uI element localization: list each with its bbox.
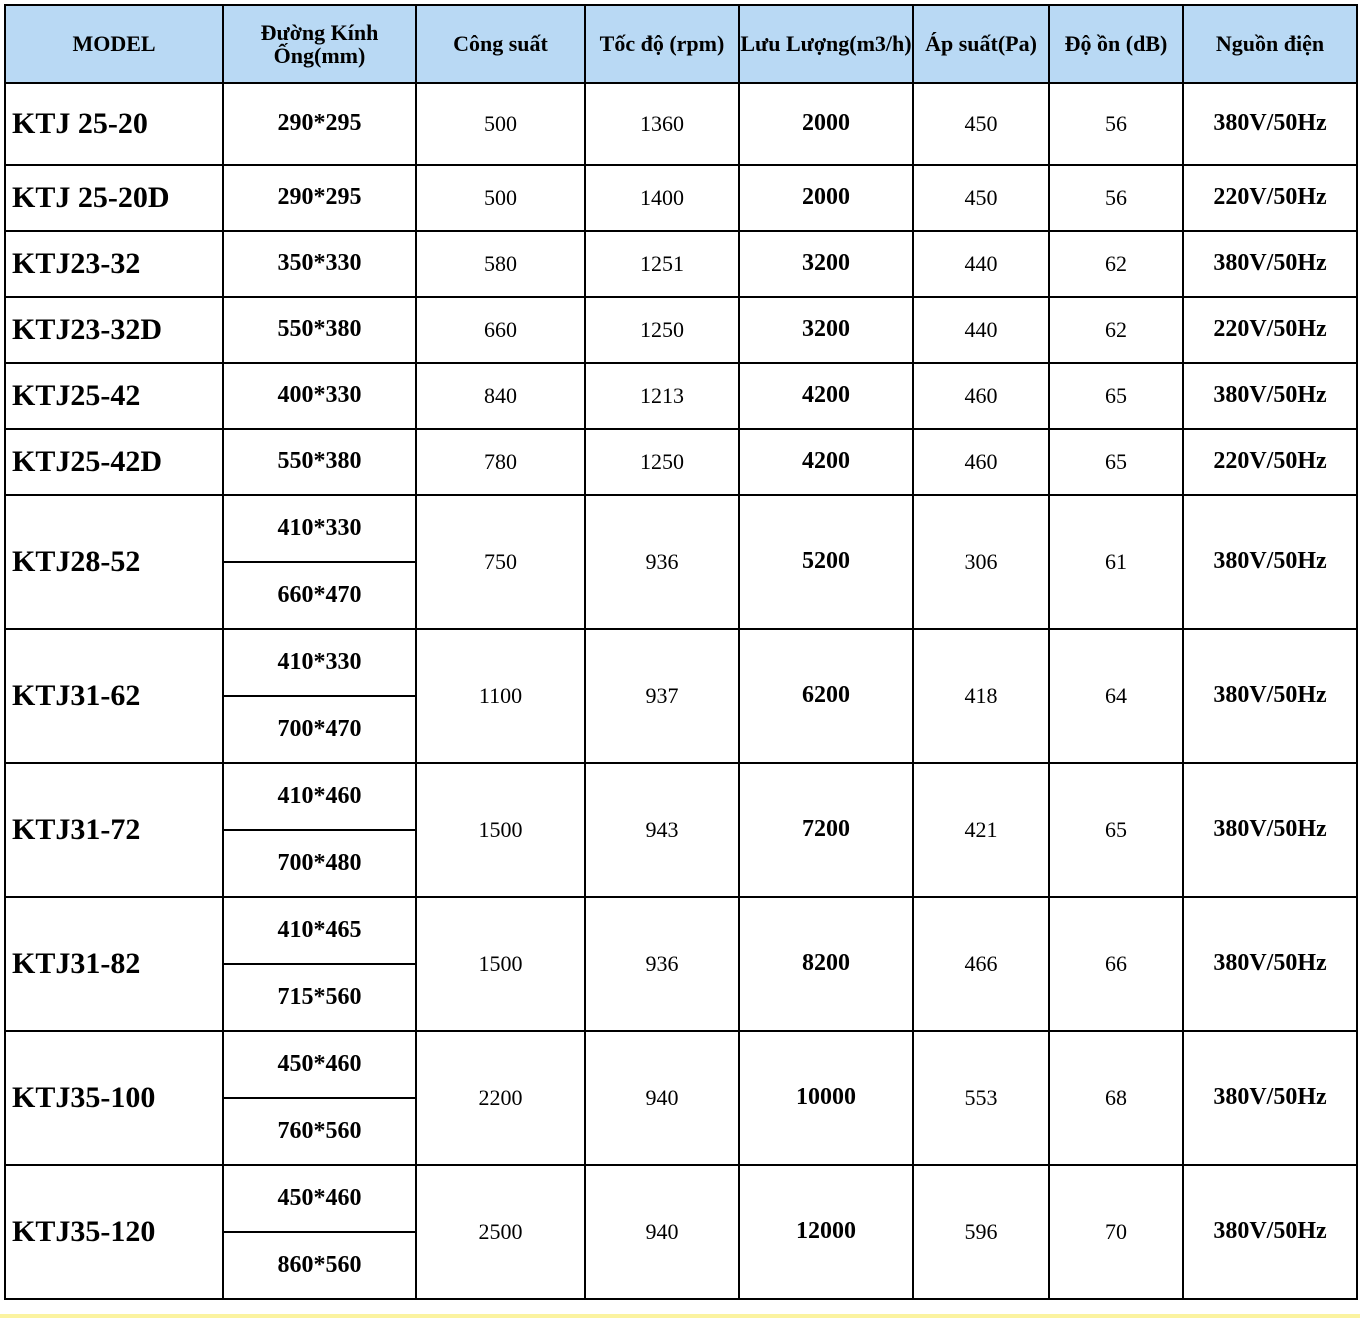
table-row <box>5 83 1357 165</box>
header-luu-luong: Lưu Lượng(m3/h) <box>739 5 913 83</box>
cell-cong-suat: 2500 <box>416 1165 585 1299</box>
cell-cong-suat: 1500 <box>416 897 585 1031</box>
cell-nguon-dien: 380V/50Hz <box>1183 897 1357 1031</box>
header-model: MODEL <box>5 5 223 83</box>
table-row <box>5 1165 1357 1232</box>
cell-duong-kinh: 410*460 <box>223 763 416 830</box>
header-cong-suat: Công suất <box>416 5 585 83</box>
cell-ap-suat: 450 <box>913 165 1049 231</box>
cell-luu-luong: 3200 <box>739 297 913 363</box>
cell-model: KTJ25-42D <box>5 429 223 495</box>
cell-luu-luong: 5200 <box>739 495 913 629</box>
cell-cong-suat: 780 <box>416 429 585 495</box>
cell-duong-kinh: 350*330 <box>223 231 416 297</box>
cell-nguon-dien: 380V/50Hz <box>1183 231 1357 297</box>
table-row <box>5 495 1357 562</box>
cell-luu-luong: 10000 <box>739 1031 913 1165</box>
cell-duong-kinh: 700*470 <box>223 696 416 763</box>
cell-cong-suat: 750 <box>416 495 585 629</box>
cell-luu-luong: 4200 <box>739 363 913 429</box>
table-row <box>5 1031 1357 1098</box>
cell-luu-luong: 12000 <box>739 1165 913 1299</box>
cell-nguon-dien: 220V/50Hz <box>1183 429 1357 495</box>
cell-duong-kinh: 715*560 <box>223 964 416 1031</box>
cell-duong-kinh: 700*480 <box>223 830 416 897</box>
cell-nguon-dien: 220V/50Hz <box>1183 165 1357 231</box>
table-row <box>5 629 1357 696</box>
cell-duong-kinh: 860*560 <box>223 1232 416 1299</box>
cell-do-on: 62 <box>1049 297 1183 363</box>
cell-luu-luong: 3200 <box>739 231 913 297</box>
cell-do-on: 56 <box>1049 83 1183 165</box>
header-toc-do: Tốc độ (rpm) <box>585 5 739 83</box>
cell-do-on: 65 <box>1049 429 1183 495</box>
cell-do-on: 61 <box>1049 495 1183 629</box>
header-nguon-dien: Nguồn điện <box>1183 5 1357 83</box>
cell-cong-suat: 660 <box>416 297 585 363</box>
cell-luu-luong: 7200 <box>739 763 913 897</box>
cell-toc-do: 937 <box>585 629 739 763</box>
cell-do-on: 68 <box>1049 1031 1183 1165</box>
cell-ap-suat: 440 <box>913 297 1049 363</box>
cell-duong-kinh: 660*470 <box>223 562 416 629</box>
cell-ap-suat: 450 <box>913 83 1049 165</box>
cell-duong-kinh: 410*330 <box>223 495 416 562</box>
cell-model: KTJ23-32 <box>5 231 223 297</box>
cell-luu-luong: 4200 <box>739 429 913 495</box>
cell-nguon-dien: 380V/50Hz <box>1183 1031 1357 1165</box>
bottom-highlight-strip <box>0 1314 1360 1318</box>
cell-duong-kinh: 410*465 <box>223 897 416 964</box>
cell-ap-suat: 306 <box>913 495 1049 629</box>
cell-duong-kinh: 290*295 <box>223 83 416 165</box>
cell-nguon-dien: 380V/50Hz <box>1183 1165 1357 1299</box>
cell-duong-kinh: 290*295 <box>223 165 416 231</box>
cell-do-on: 65 <box>1049 363 1183 429</box>
table-row <box>5 363 1357 429</box>
cell-toc-do: 943 <box>585 763 739 897</box>
cell-toc-do: 1360 <box>585 83 739 165</box>
cell-ap-suat: 440 <box>913 231 1049 297</box>
cell-toc-do: 1250 <box>585 297 739 363</box>
cell-model: KTJ35-120 <box>5 1165 223 1299</box>
cell-toc-do: 936 <box>585 897 739 1031</box>
cell-ap-suat: 596 <box>913 1165 1049 1299</box>
cell-nguon-dien: 380V/50Hz <box>1183 495 1357 629</box>
cell-model: KTJ28-52 <box>5 495 223 629</box>
cell-duong-kinh: 760*560 <box>223 1098 416 1165</box>
cell-nguon-dien: 380V/50Hz <box>1183 83 1357 165</box>
table-row <box>5 763 1357 830</box>
header-ap-suat: Áp suất(Pa) <box>913 5 1049 83</box>
cell-cong-suat: 1100 <box>416 629 585 763</box>
cell-do-on: 62 <box>1049 231 1183 297</box>
cell-toc-do: 1250 <box>585 429 739 495</box>
cell-ap-suat: 553 <box>913 1031 1049 1165</box>
cell-duong-kinh: 400*330 <box>223 363 416 429</box>
cell-toc-do: 1251 <box>585 231 739 297</box>
table-row <box>5 297 1357 363</box>
table-row <box>5 897 1357 964</box>
cell-cong-suat: 840 <box>416 363 585 429</box>
cell-toc-do: 940 <box>585 1165 739 1299</box>
cell-duong-kinh: 410*330 <box>223 629 416 696</box>
cell-do-on: 64 <box>1049 629 1183 763</box>
cell-model: KTJ23-32D <box>5 297 223 363</box>
cell-nguon-dien: 220V/50Hz <box>1183 297 1357 363</box>
cell-do-on: 66 <box>1049 897 1183 1031</box>
cell-ap-suat: 418 <box>913 629 1049 763</box>
cell-duong-kinh: 450*460 <box>223 1165 416 1232</box>
cell-model: KTJ 25-20D <box>5 165 223 231</box>
cell-ap-suat: 460 <box>913 429 1049 495</box>
cell-nguon-dien: 380V/50Hz <box>1183 629 1357 763</box>
cell-luu-luong: 2000 <box>739 83 913 165</box>
table-row <box>5 231 1357 297</box>
spec-table <box>4 4 1358 1300</box>
cell-model: KTJ31-72 <box>5 763 223 897</box>
cell-model: KTJ25-42 <box>5 363 223 429</box>
cell-duong-kinh: 550*380 <box>223 297 416 363</box>
cell-cong-suat: 500 <box>416 83 585 165</box>
cell-model: KTJ31-62 <box>5 629 223 763</box>
cell-do-on: 65 <box>1049 763 1183 897</box>
cell-model: KTJ31-82 <box>5 897 223 1031</box>
cell-duong-kinh: 550*380 <box>223 429 416 495</box>
table-row <box>5 429 1357 495</box>
cell-nguon-dien: 380V/50Hz <box>1183 763 1357 897</box>
cell-luu-luong: 6200 <box>739 629 913 763</box>
cell-toc-do: 1400 <box>585 165 739 231</box>
cell-ap-suat: 466 <box>913 897 1049 1031</box>
cell-cong-suat: 580 <box>416 231 585 297</box>
cell-ap-suat: 460 <box>913 363 1049 429</box>
header-duong-kinh: Đường Kính Ống(mm) <box>223 5 416 83</box>
cell-cong-suat: 2200 <box>416 1031 585 1165</box>
cell-do-on: 56 <box>1049 165 1183 231</box>
cell-toc-do: 940 <box>585 1031 739 1165</box>
cell-toc-do: 936 <box>585 495 739 629</box>
cell-duong-kinh: 450*460 <box>223 1031 416 1098</box>
cell-do-on: 70 <box>1049 1165 1183 1299</box>
cell-model: KTJ35-100 <box>5 1031 223 1165</box>
cell-cong-suat: 500 <box>416 165 585 231</box>
table-row <box>5 165 1357 231</box>
header-do-on: Độ ồn (dB) <box>1049 5 1183 83</box>
cell-cong-suat: 1500 <box>416 763 585 897</box>
cell-nguon-dien: 380V/50Hz <box>1183 363 1357 429</box>
cell-ap-suat: 421 <box>913 763 1049 897</box>
header-row <box>5 5 1357 83</box>
cell-luu-luong: 2000 <box>739 165 913 231</box>
cell-model: KTJ 25-20 <box>5 83 223 165</box>
cell-toc-do: 1213 <box>585 363 739 429</box>
cell-luu-luong: 8200 <box>739 897 913 1031</box>
